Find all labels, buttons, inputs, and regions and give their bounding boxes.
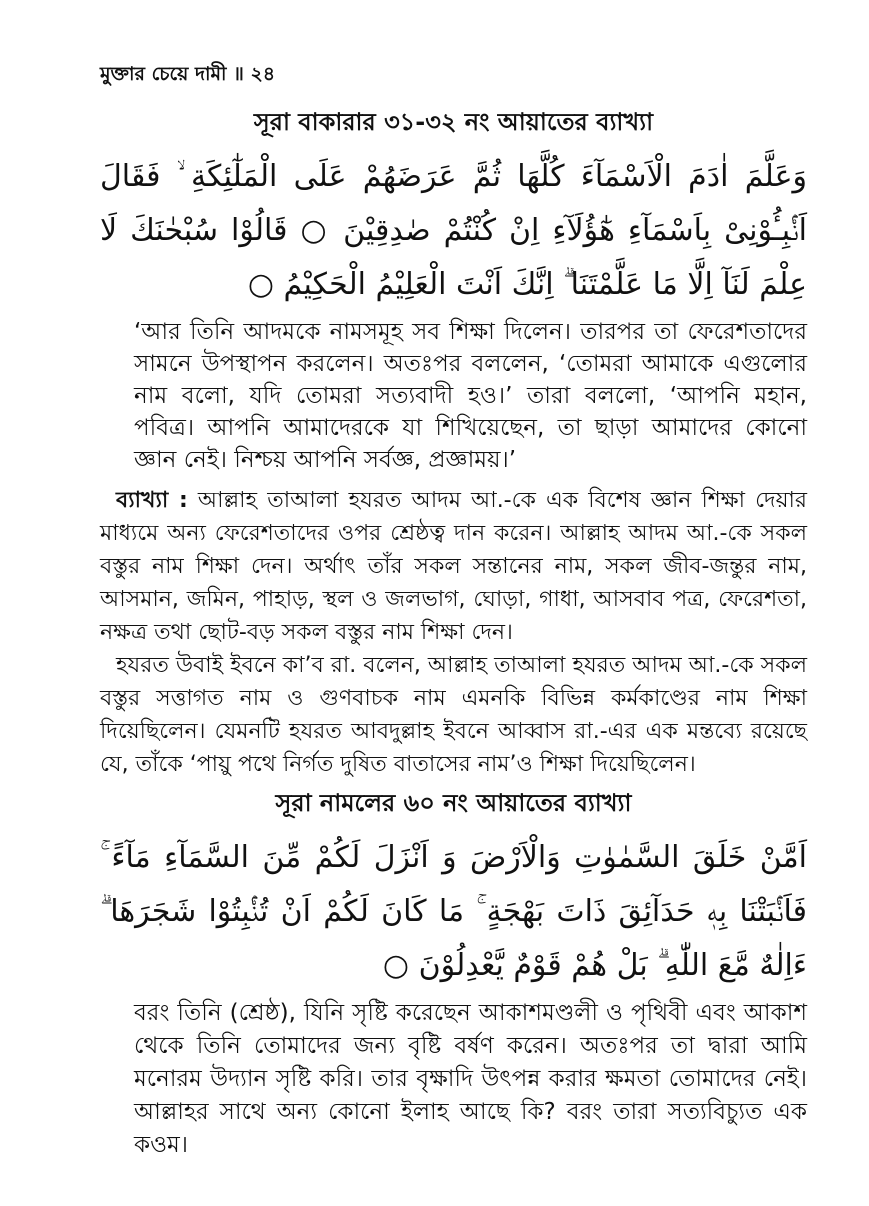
section-title-naml: সূরা নামলের ৬০ নং আয়াতের ব্যাখ্যা bbox=[275, 789, 632, 817]
translation-baqarah: ‘আর তিনি আদমকে নামসমূহ সব শিক্ষা দিলেন। তারপর তা ফেরেশতাদের সামনে উপস্থাপন করলেন। অতঃপর বললেন, ‘তোমরা আমাকে এগুলোর নাম বলো, যদি তোমরা সত্যবাদী হও।’ তারা বললো, ‘আপনি মহান, পবিত্র। আপনি আমাদেরকে যা শিখিয়েছেন, তা ছাড়া আমাদের কোনো জ্ঞান নেই। নিশ্চয় আপনি সর্বজ্ঞ, প্রজ্ঞাময়।’ bbox=[134, 319, 807, 473]
section-title-baqarah: সূরা বাকারার ৩১-৩২ নং আয়াতের ব্যাখ্যা bbox=[253, 108, 654, 136]
explanation-label: ব্যাখ্যা : bbox=[116, 488, 188, 513]
running-header: মুক্তার চেয়ে দামী ॥ ২৪ bbox=[100, 63, 276, 85]
explanation-paragraph bbox=[100, 484, 807, 649]
ubai-ibn-kaab-paragraph: হযরত উবাই ইবনে কা’ব রা. বলেন, আল্লাহ তাআলা হযরত আদম আ.-কে সকল বস্তুর সত্তাগত নাম ও গুণবাচক নাম এমনকি বিভিন্ন কর্মকাণ্ডের নাম শিক্ষা দিয়েছিলেন। যেমনটি হযরত আবদুল্লাহ ইবনে আব্বাস রা.-এর এক মন্তব্যে রয়েছে যে, তাঁকে ‘পায়ু পথে নির্গত দুষিত বাতাসের নাম’ও শিক্ষা দিয়েছিলেন। bbox=[100, 653, 807, 777]
translation-naml: বরং তিনি (শ্রেষ্ঠ), যিনি সৃষ্টি করেছেন আকাশমণ্ডলী ও পৃথিবী এবং আকাশ থেকে তিনি তোমাদের জন্য বৃষ্টি বর্ষণ করেন। অতঃপর তা দ্বারা আমি মনোরম উদ্যান সৃষ্টি করি। তার বৃক্ষাদি উৎপন্ন করার ক্ষমতা তোমাদের নেই। আল্লাহর সাথে অন্য কোনো ইলাহ আছে কি? বরং তারা সত্যবিচ্যুত এক কওম। bbox=[134, 1000, 807, 1158]
arabic-verse-naml: اَمَّنْ خَلَقَ السَّمٰوٰتِ وَالْاَرْضَ وَ اَنْزَلَ لَكُمْ مِّنَ السَّمَآءِ مَآءً ۚ فَاَنْۢبَتْنَا بِهٖ حَدَآئِقَ ذَاتَ بَهْجَةٍ ۚ مَا كَانَ لَكُمْ اَنْ تُنْۢبِتُوْا شَجَرَهَا ۗ ءَاِلٰهٌ مَّعَ اللّٰهِ ۗ بَلْ هُمْ قَوْمٌ يَّعْدِلُوْنَ ○ bbox=[100, 840, 807, 983]
explanation-text: আল্লাহ তাআলা হযরত আদম আ.-কে এক বিশেষ জ্ঞান শিক্ষা দেয়ার মাধ্যমে অন্য ফেরেশতাদের ওপর শ্রেষ্ঠত্ব দান করেন। আল্লাহ আদম আ.-কে সকল বস্তুর নাম শিক্ষা দেন। অর্থাৎ তাঁর সকল সন্তানের নাম, সকল জীব-জন্তুর নাম, আসমান, জমিন, পাহাড়, স্থল ও জলভাগ, ঘোড়া, গাধা, আসবাব পত্র, ফেরেশতা, নক্ষত্র তথা ছোট-বড় সকল বস্তুর নাম শিক্ষা দেন। bbox=[100, 488, 808, 645]
arabic-verse-baqarah: وَعَلَّمَ اٰدَمَ الْاَسْمَآءَ كُلَّهَا ثُمَّ عَرَضَهُمْ عَلَى الْمَلٰٓئِكَةِ ۙ فَقَالَ اَنْۢبِـُٔوْنِىْ بِاَسْمَآءِ هٰٓؤُلَآءِ اِنْ كُنْتُمْ صٰدِقِيْنَ ○ قَالُوْا سُبْحٰنَكَ لَا عِلْمَ لَنَآ اِلَّا مَا عَلَّمْتَنَا ۗ اِنَّكَ اَنْتَ الْعَلِيْمُ الْحَكِيْمُ ○ bbox=[100, 159, 807, 302]
